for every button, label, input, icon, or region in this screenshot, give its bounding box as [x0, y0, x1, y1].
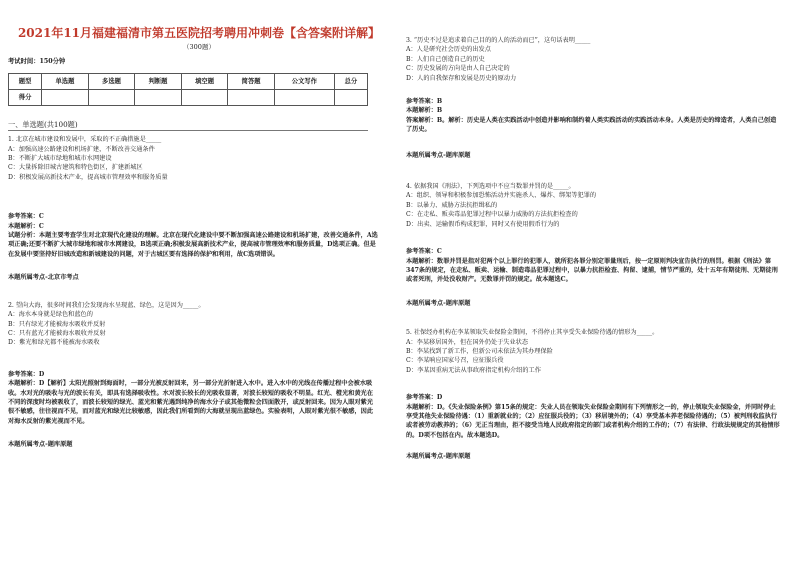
section-title: 一、单选题(共100题) — [8, 120, 368, 131]
table-cell: 填空题 — [181, 73, 228, 89]
option: D：出卖、运输假币构成犯罪，同时又有使用假币行为的 — [406, 220, 560, 228]
option: A：人是研究社会历史的出发点 — [406, 46, 491, 54]
analysis-label: 本题解析：B — [406, 107, 443, 115]
knowledge-point: 本题所属考点-题库原题 — [406, 299, 471, 307]
score-table — [8, 73, 368, 106]
score-table-score-row — [9, 89, 368, 105]
document-title: 2021年11月福建福清市第五医院招考聘用冲刺卷【含答案附详解】 — [17, 26, 381, 40]
question-stem: 3. “历史不过是追求着自己目的的人的活动而已”，这句话表明_____ — [406, 37, 591, 44]
explanation: 试题分析：本题主要考查学生对北京现代化建设的理解。北京在现代化建设中要不断加强高速公路建设和机场扩建，改善交通条件，A选项正确;还要不断扩大城市绿地和城市水网建设，B选项正确;积极发展高新技术产业，提高城市管理效率和服务质量，D选项正确。但是在发展中要坚持好旧城改造和新城建设的问题，对于古城区要有选择的保护和利用，故C选项错误。 — [8, 232, 378, 258]
table-cell — [42, 89, 89, 105]
explanation: 答案解析：B。解析：历史是人类在实践活动中创造并影响和制约着人类实践活动的实践活动本身。人类是历史的缔造者，人类自己创造了历史。 — [406, 116, 777, 134]
question-stem: 1. 北京在城市建设和发展中，采取的不正确措施是_____ — [8, 136, 162, 144]
answer: 参考答案：D — [8, 370, 45, 378]
option: A：李某移居国外，但在国外仍处于失业状态 — [406, 338, 529, 346]
option: D：积极发展高新技术产业，提高城市管理效率和服务质量 — [8, 173, 168, 181]
answer: 参考答案：B — [406, 98, 443, 106]
table-cell — [334, 89, 367, 105]
table-cell: 单选题 — [42, 73, 89, 89]
score-table-header-row — [9, 73, 368, 89]
explanation: 本题解析：D。《失业保险条例》第15条的规定：失业人员在领取失业保险金期间有下列情形之一的，停止领取失业保险金，并同时停止享受其他失业保险待遇：（1）重新就业的；（2）应征服兵役的；（3）移居境外的；（4）享受基本养老保险待遇的；（5）被判刑收监执行或者被劳动教养的；（6）无正当理由，拒不接受当地人民政府指定的部门或者机构介绍的工作的；（7）有法律、行政法规规定的其他情形的。D项不包括在内。故本题选D。 — [406, 403, 780, 439]
table-cell: 多选题 — [88, 73, 135, 89]
option: A：组织、领导和积极参加恐怖活动并实施杀人、爆炸、绑架等犯罪的 — [406, 192, 597, 200]
table-cell — [181, 89, 228, 105]
option: D：人的自我保存和发展是历史的原动力 — [406, 74, 517, 82]
left-column — [8, 0, 390, 450]
table-cell: 简答题 — [228, 73, 275, 89]
question-block — [406, 36, 792, 160]
table-cell: 公文写作 — [274, 73, 334, 89]
answer: 参考答案：D — [406, 394, 443, 402]
option: C：李某响应国家号召，应征服兵役 — [406, 357, 504, 365]
question-block — [8, 135, 390, 282]
option: A：海水本身就是绿色和蓝色的 — [8, 311, 93, 319]
option: A：加强高速公路建设和机场扩建，不断改善交通条件 — [8, 145, 155, 153]
question-block — [8, 301, 390, 450]
option: C：大量拆除旧城古建筑和特色街区，扩建新城区 — [8, 164, 143, 172]
analysis-label: 本题解析：C — [8, 222, 44, 230]
option: C：历史发展的方向是由人自己决定的 — [406, 65, 510, 73]
option: B：只有绿光才能被海水吸收并反射 — [8, 320, 106, 328]
explanation: 本题解析：数罪并罚是指对犯两个以上罪行的犯罪人，就所犯各罪分别定罪量刑后，按一定原则判决宣告执行的刑罚。根据《刑法》第347条的规定，在走私、贩卖、运输、制造毒品犯罪过程中，以暴力抗拒检查、拘留、逮捕，情节严重的，处十五年有期徒刑、无期徒刑或者死刑，并处没收财产。无数罪并罚的规定。故本题选C。 — [406, 257, 778, 284]
option: C：只有蓝光才能被海水吸收并反射 — [8, 329, 106, 337]
knowledge-point: 本题所属考点-北京市考点 — [8, 274, 79, 282]
question-stem: 5. 社保经办机构在李某领取失业保险金期间，不得停止其享受失业保险待遇的情形为_____。 — [406, 329, 659, 337]
question-stem: 4. 依据我国《刑法》，下列选项中不应当数罪并罚的是_____。 — [406, 183, 575, 191]
option: B：人们自己创造自己的历史 — [406, 55, 485, 63]
option: B：李某找到了新工作，但新公司未依法为其办理保险 — [406, 347, 553, 355]
option: C：在走私、贩卖毒品犯罪过程中以暴力威胁的方法抗拒检查的 — [406, 211, 578, 219]
table-cell: 得分 — [9, 89, 42, 105]
knowledge-point: 本题所属考点-题库原题 — [406, 151, 471, 159]
option: D：李某因重病无法从事政府指定机构介绍的工作 — [406, 366, 541, 374]
knowledge-point: 本题所属考点-题库原题 — [406, 453, 471, 461]
answer: 参考答案：C — [8, 213, 44, 221]
question-block — [406, 182, 792, 308]
table-cell: 总分 — [334, 73, 367, 89]
table-cell — [274, 89, 334, 105]
question-stem: 2. 望向大海，很多时间我们会发现海水呈现蓝、绿色，这是因为_____。 — [8, 301, 205, 309]
knowledge-point: 本题所属考点-题库原题 — [8, 441, 73, 449]
question-count: （300题） — [183, 43, 215, 51]
question-block — [406, 328, 792, 461]
answer: 参考答案：C — [406, 248, 442, 256]
table-cell — [88, 89, 135, 105]
table-cell: 判断题 — [135, 73, 182, 89]
right-column — [406, 0, 792, 462]
option: D：紫光和绿光都不能被海水吸收 — [8, 339, 100, 347]
table-cell — [135, 89, 182, 105]
table-cell — [228, 89, 275, 105]
exam-time: 考试时间：150分钟 — [8, 58, 66, 66]
option: B：不断扩大城市绿地和城市水网建设 — [8, 155, 112, 163]
table-cell: 题型 — [9, 73, 42, 89]
option: B：以暴力、威胁方法抗拒缉私的 — [406, 201, 498, 209]
explanation: 本题解析：D【解析】太阳光照射到海面时，一部分光被反射回来，另一部分光折射进入水中。进入水中的光线在传播过程中会被水吸收。水对光的吸收与光的波长有关，即具有选择吸收性。水对波长较长的光吸收显著，对波长较短的吸收不明显。红光、橙光和黄光在不同的深度时均被吸收了，而波长较短的绿光、蓝光和紫光遇到纯净的海水分子或其他微粒会四面散开，或反射回来。因为人眼对紫光很不敏感，往往视而不见，而对蓝光和绿光比较敏感，因此我们所看到的大海就呈现出蓝绿色。实验表明，人眼对紫光很不敏感，因此对海水反射的紫光视而不见。 — [8, 380, 374, 425]
